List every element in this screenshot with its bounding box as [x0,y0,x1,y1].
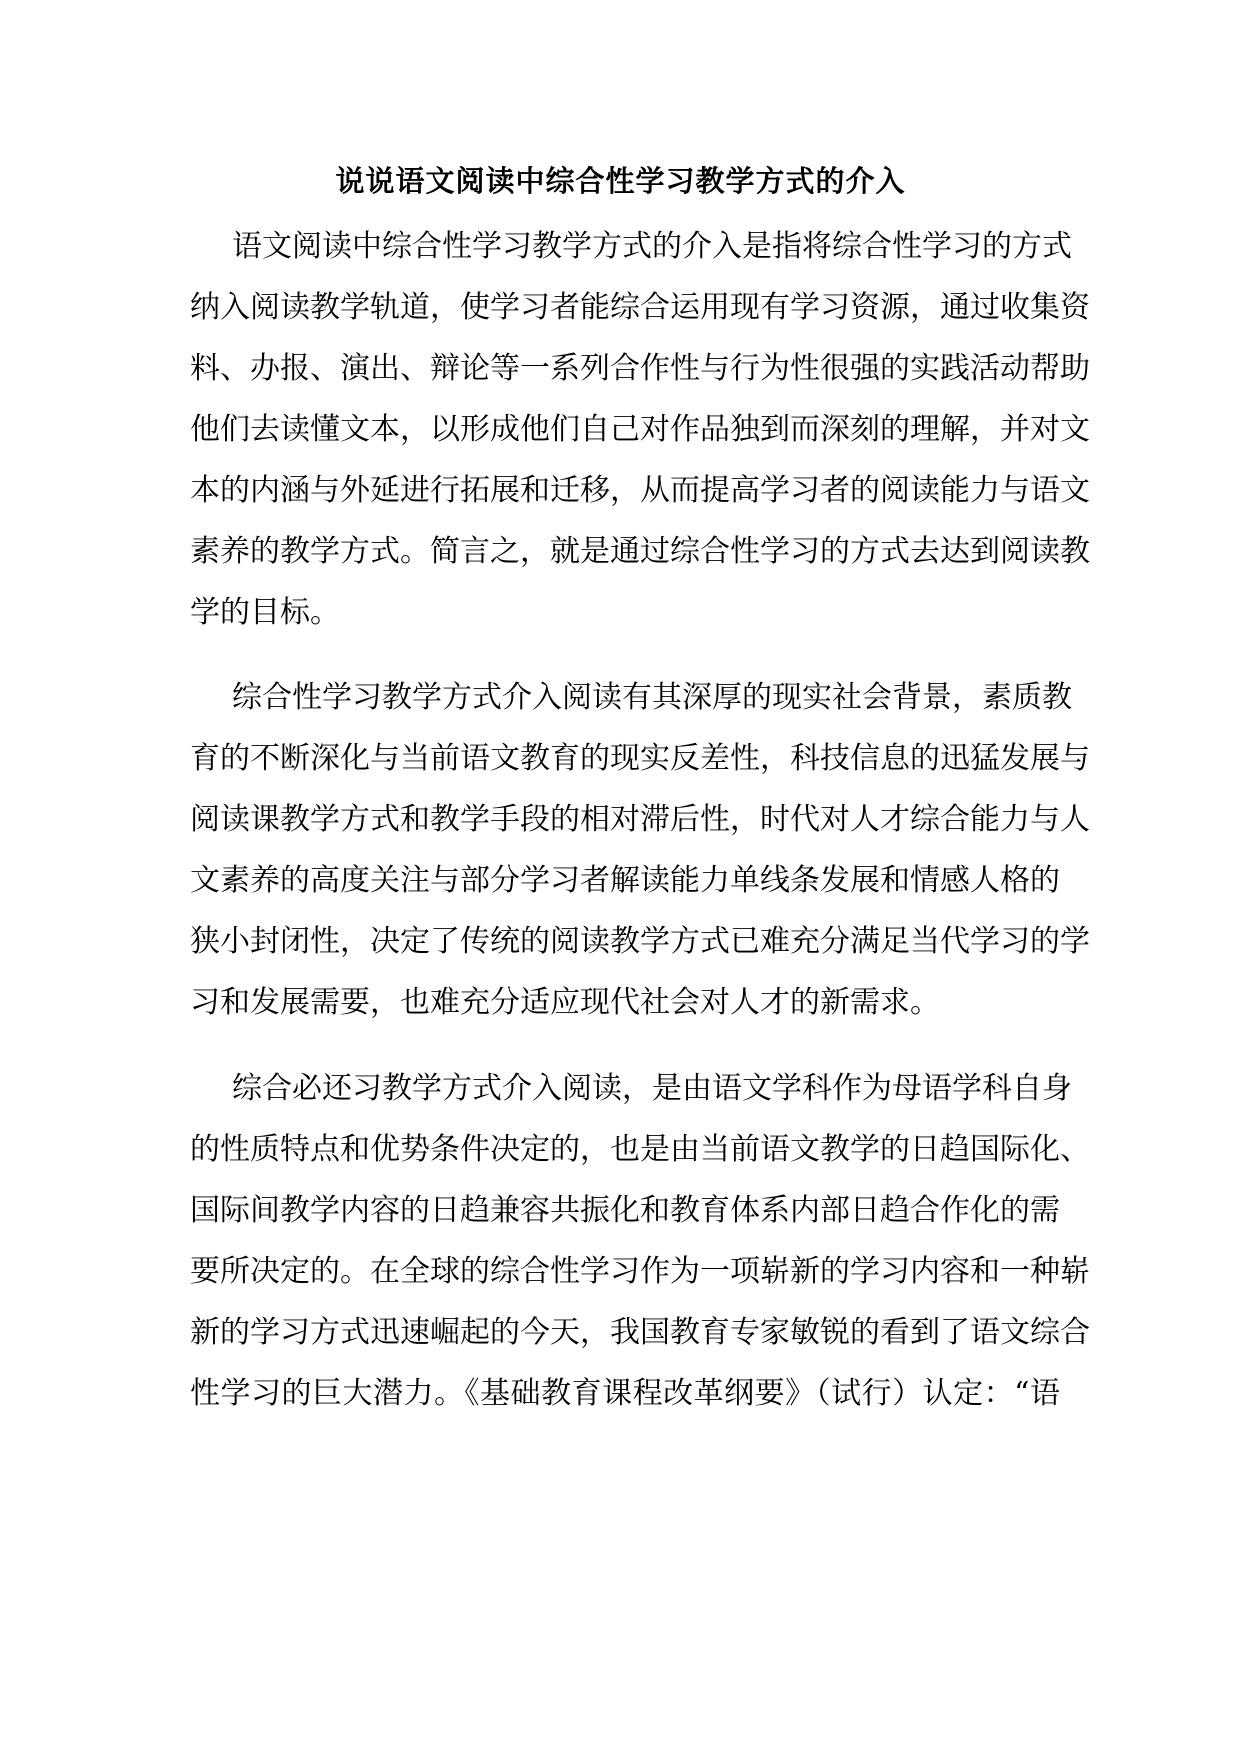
document-title: 说说语文阅读中综合性学习教学方式的介入 [335,164,906,198]
paragraph-1-line-1: 语文阅读中综合性学习教学方式的介入是指将综合性学习的方式 [232,229,1072,264]
paragraph-3-line-6: 性学习的巨大潜力。《基础教育课程改革纲要》（试行）认定：“语 [190,1376,1060,1411]
paragraph-1-line-3: 料、办报、演出、辩论等一系列合作性与行为性很强的实践活动帮助 [190,351,1090,386]
paragraph-3-line-2: 的性质特点和优势条件决定的，也是由当前语文教学的日趋国际化、 [190,1132,1090,1167]
paragraph-3-line-4: 要所决定的。在全球的综合性学习作为一项崭新的学习内容和一种崭 [190,1254,1090,1289]
paragraph-2-line-4: 文素养的高度关注与部分学习者解读能力单线条发展和情感人格的 [190,863,1060,898]
paragraph-2-line-2: 育的不断深化与当前语文教育的现实反差性，科技信息的迅猛发展与 [190,741,1090,776]
paragraph-2-line-6: 习和发展需要，也难充分适应现代社会对人才的新需求。 [190,985,940,1020]
paragraph-1-line-4: 他们去读懂文本，以形成他们自己对作品独到而深刻的理解，并对文 [190,412,1090,447]
paragraph-1-line-7: 学的目标。 [190,595,340,630]
paragraph-3-line-5: 新的学习方式迅速崛起的今天，我国教育专家敏锐的看到了语文综合 [190,1315,1090,1350]
paragraph-2-line-1: 综合性学习教学方式介入阅读有其深厚的现实社会背景，素质教 [232,680,1072,715]
paragraph-1-line-6: 素养的教学方式。简言之，就是通过综合性学习的方式去达到阅读教 [190,534,1090,569]
paragraph-3-line-3: 国际间教学内容的日趋兼容共振化和教育体系内部日趋合作化的需 [190,1193,1060,1228]
paragraph-2-line-3: 阅读课教学方式和教学手段的相对滞后性，时代对人才综合能力与人 [190,802,1090,837]
paragraph-1-line-2: 纳入阅读教学轨道，使学习者能综合运用现有学习资源，通过收集资 [190,290,1090,325]
paragraph-1-line-5: 本的内涵与外延进行拓展和迁移，从而提高学习者的阅读能力与语文 [190,473,1090,508]
paragraph-2-line-5: 狭小封闭性，决定了传统的阅读教学方式已难充分满足当代学习的学 [190,924,1090,959]
paragraph-3-line-1: 综合必还习教学方式介入阅读，是由语文学科作为母语学科自身 [232,1071,1072,1106]
